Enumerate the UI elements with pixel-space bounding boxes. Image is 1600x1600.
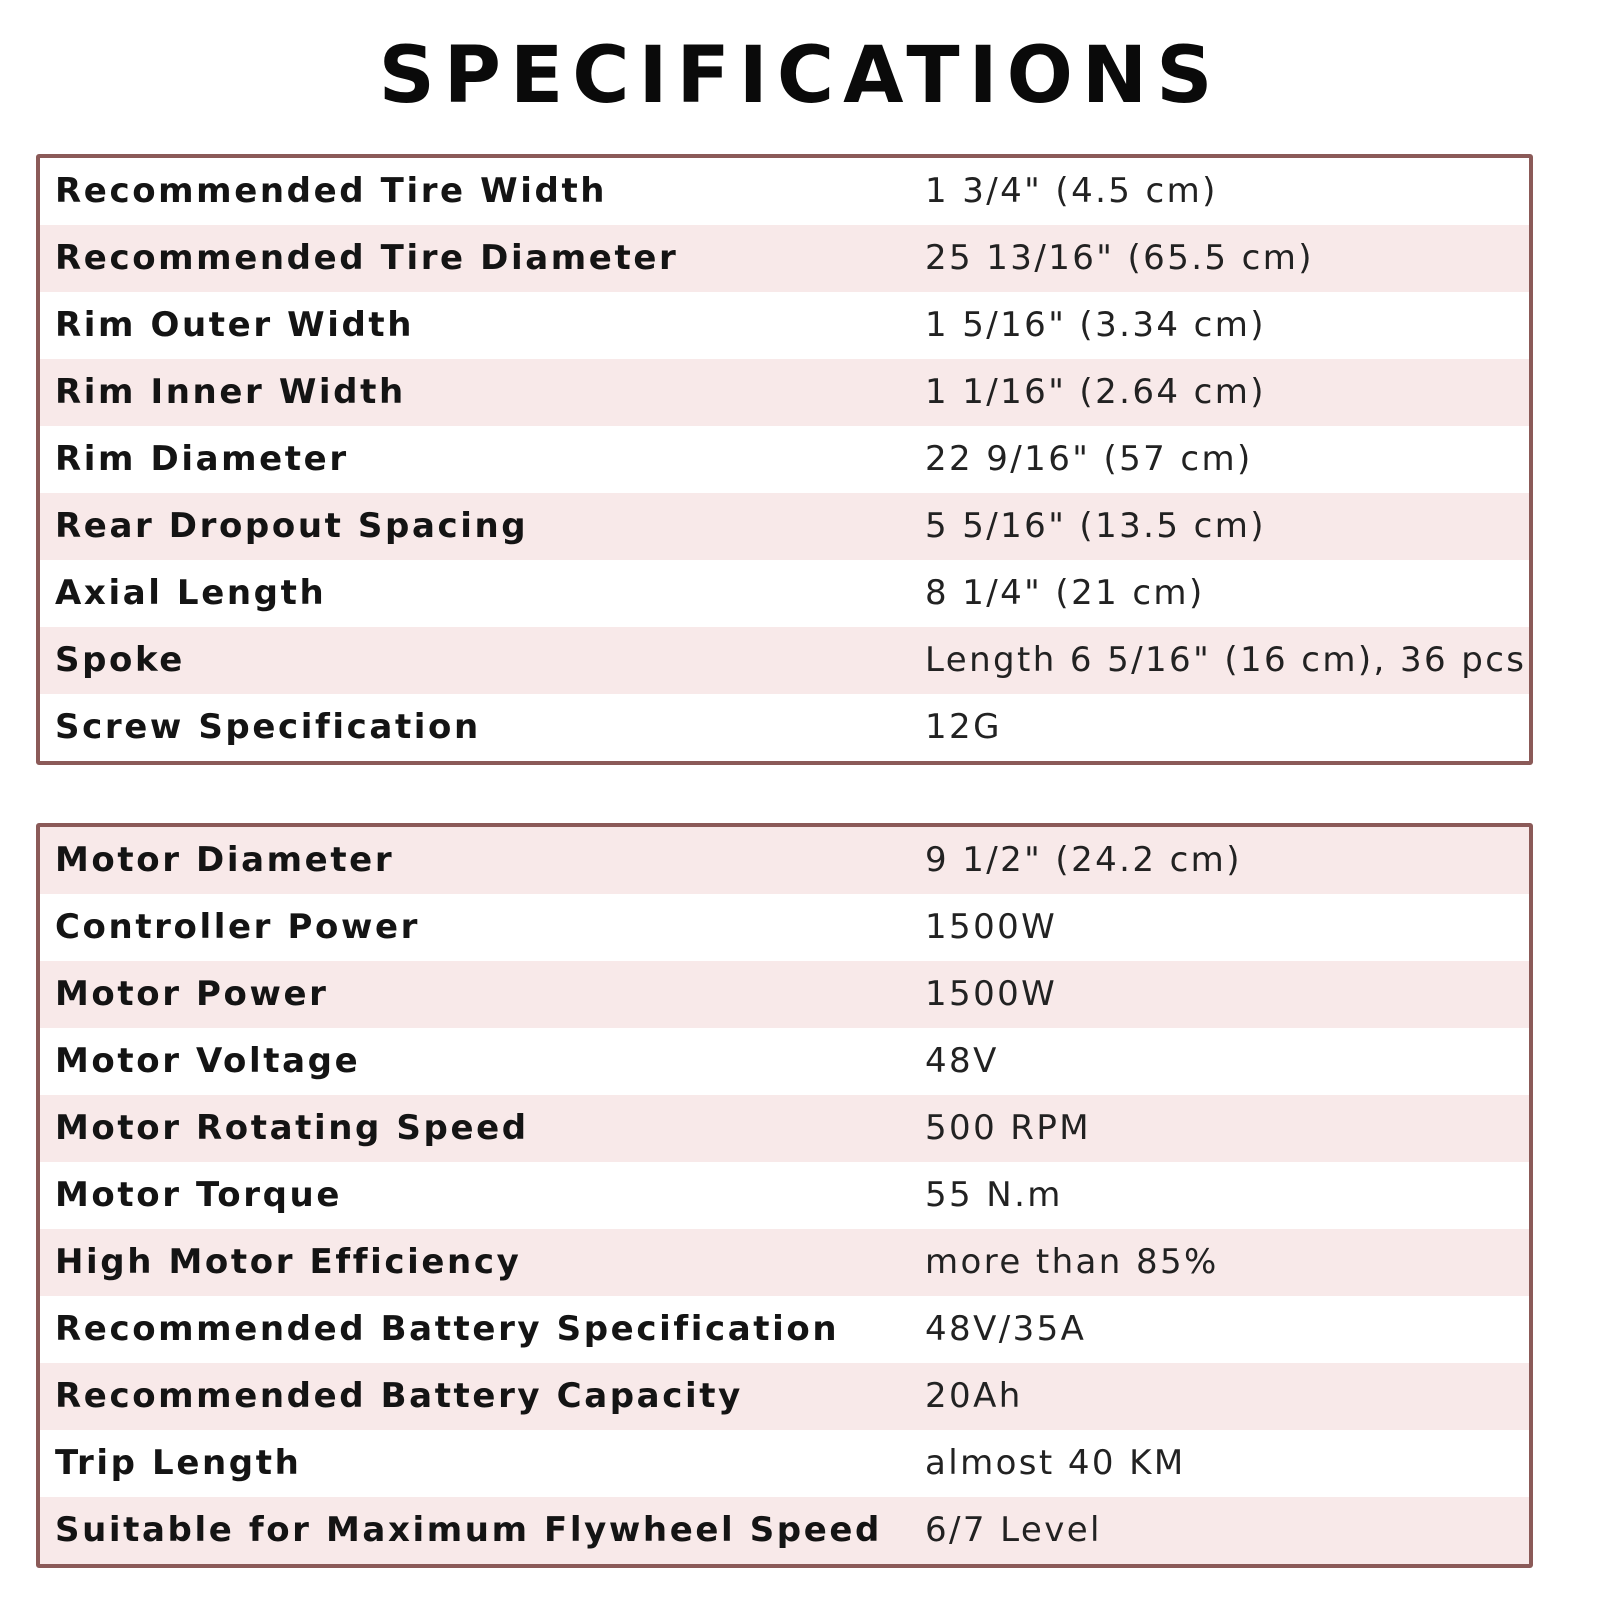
spec-label: Motor Torque bbox=[55, 1175, 343, 1215]
spec-row bbox=[40, 158, 1529, 225]
spec-label: Spoke bbox=[55, 640, 185, 680]
spec-row bbox=[40, 961, 1529, 1028]
spec-row bbox=[40, 1430, 1529, 1497]
spec-value: more than 85% bbox=[925, 1242, 1219, 1282]
spec-value: 25 13/16" (65.5 cm) bbox=[925, 238, 1314, 278]
spec-label: Motor Power bbox=[55, 974, 329, 1014]
spec-value: 20Ah bbox=[925, 1376, 1023, 1416]
spec-row bbox=[40, 827, 1529, 894]
spec-label: Motor Voltage bbox=[55, 1041, 361, 1081]
spec-row bbox=[40, 1296, 1529, 1363]
spec-value: 1 5/16" (3.34 cm) bbox=[925, 305, 1266, 345]
spec-row bbox=[40, 560, 1529, 627]
spec-value: 6/7 Level bbox=[925, 1510, 1102, 1550]
spec-row bbox=[40, 1363, 1529, 1430]
spec-row bbox=[40, 1162, 1529, 1229]
spec-row bbox=[40, 292, 1529, 359]
spec-value: 1500W bbox=[925, 907, 1058, 947]
spec-row bbox=[40, 426, 1529, 493]
spec-label: Recommended Battery Capacity bbox=[55, 1376, 743, 1416]
spec-value: 48V/35A bbox=[925, 1309, 1087, 1349]
spec-value: 1 1/16" (2.64 cm) bbox=[925, 372, 1266, 412]
spec-label: Rear Dropout Spacing bbox=[55, 506, 529, 546]
spec-label: Suitable for Maximum Flywheel Speed bbox=[55, 1510, 882, 1550]
spec-row bbox=[40, 694, 1529, 761]
spec-label: Motor Diameter bbox=[55, 840, 395, 880]
spec-label: Trip Length bbox=[55, 1443, 302, 1483]
spec-row bbox=[40, 894, 1529, 961]
spec-value: 55 N.m bbox=[925, 1175, 1063, 1215]
spec-row bbox=[40, 359, 1529, 426]
spec-value: 5 5/16" (13.5 cm) bbox=[925, 506, 1266, 546]
motor-spec-table bbox=[36, 823, 1533, 1568]
spec-label: Controller Power bbox=[55, 907, 420, 947]
spec-label: Recommended Tire Diameter bbox=[55, 238, 679, 278]
spec-value: 12G bbox=[925, 707, 1002, 747]
spec-row bbox=[40, 1229, 1529, 1296]
spec-row bbox=[40, 1497, 1529, 1564]
page-title: SPECIFICATIONS bbox=[378, 31, 1222, 121]
spec-label: Screw Specification bbox=[55, 707, 481, 747]
spec-label: Recommended Tire Width bbox=[55, 171, 608, 211]
spec-value: 500 RPM bbox=[925, 1108, 1091, 1148]
spec-value: 1500W bbox=[925, 974, 1058, 1014]
spec-label: Axial Length bbox=[55, 573, 327, 613]
spec-value: 22 9/16" (57 cm) bbox=[925, 439, 1253, 479]
spec-label: Rim Diameter bbox=[55, 439, 349, 479]
spec-label: Recommended Battery Specification bbox=[55, 1309, 840, 1349]
spec-label: Rim Outer Width bbox=[55, 305, 415, 345]
spec-label: High Motor Efficiency bbox=[55, 1242, 522, 1282]
spec-row bbox=[40, 1028, 1529, 1095]
spec-value: almost 40 KM bbox=[925, 1443, 1186, 1483]
spec-row bbox=[40, 1095, 1529, 1162]
spec-row bbox=[40, 493, 1529, 560]
spec-row bbox=[40, 225, 1529, 292]
spec-label: Rim Inner Width bbox=[55, 372, 406, 412]
spec-value: Length 6 5/16" (16 cm), 36 pcs bbox=[925, 640, 1527, 680]
wheel-spec-table bbox=[36, 154, 1533, 765]
spec-value: 8 1/4" (21 cm) bbox=[925, 573, 1205, 613]
spec-value: 1 3/4" (4.5 cm) bbox=[925, 171, 1218, 211]
spec-value: 9 1/2" (24.2 cm) bbox=[925, 840, 1242, 880]
spec-value: 48V bbox=[925, 1041, 999, 1081]
spec-row bbox=[40, 627, 1529, 694]
spec-label: Motor Rotating Speed bbox=[55, 1108, 529, 1148]
